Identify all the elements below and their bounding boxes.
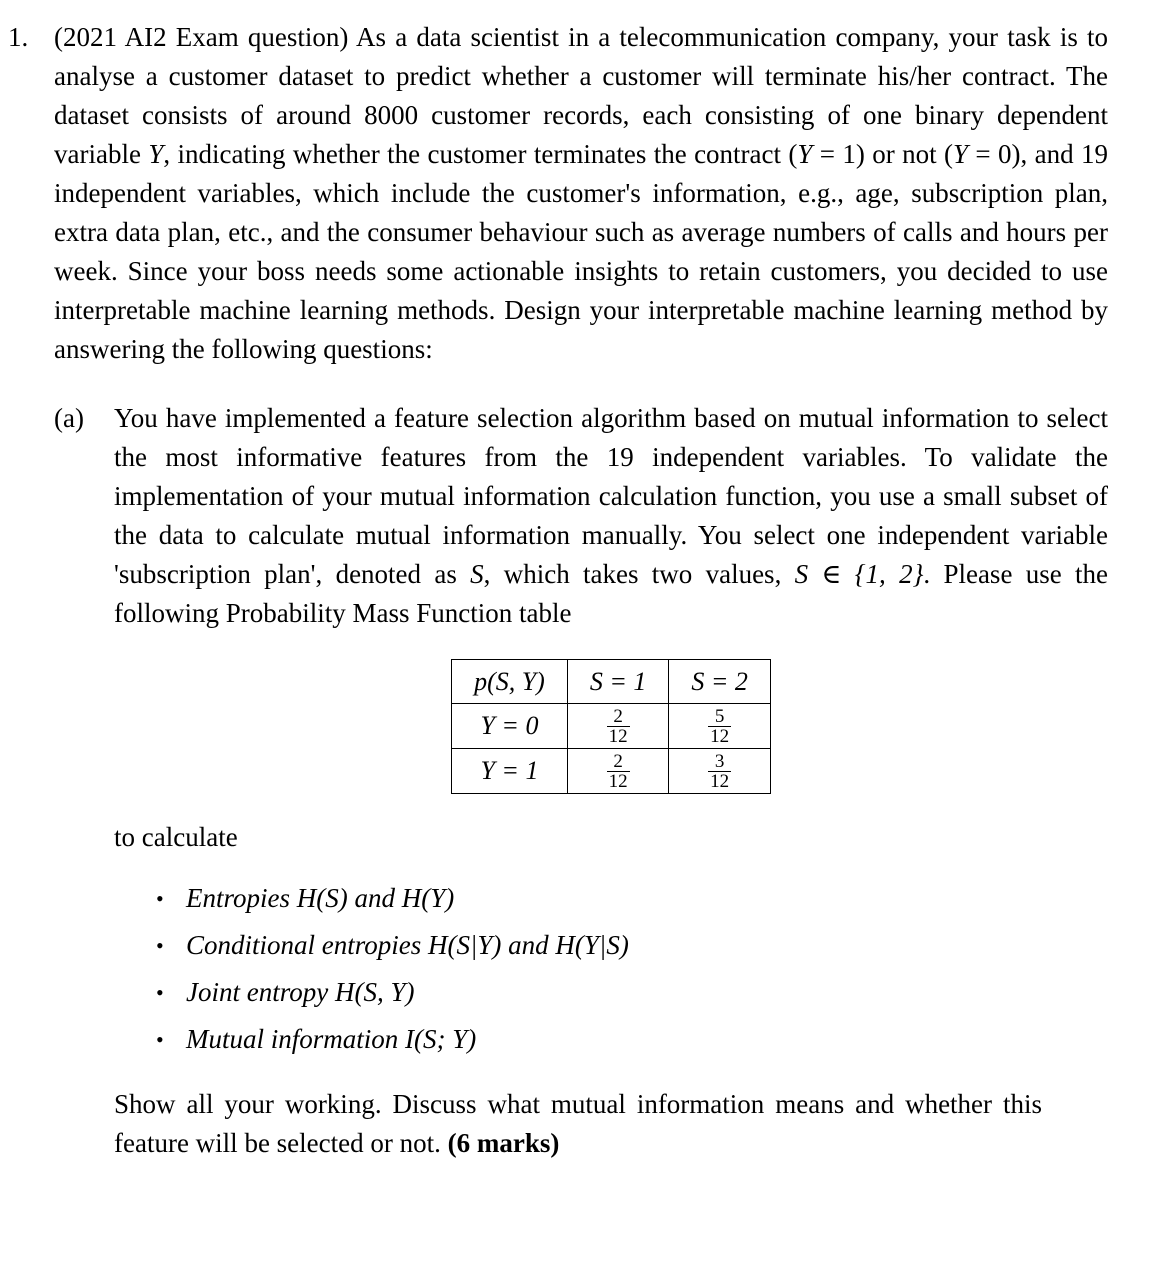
sub-question-text-2: , which takes two values, [483,559,782,589]
pmf-table [451,659,771,794]
variable-y-2: Y [797,139,813,169]
table-cell-y0-s2 [669,704,771,749]
table-cell-y1-s2 [669,748,771,793]
closing-text: Show all your working. Discuss what mutual information means and whether this feature will be selected or not. [114,1088,1042,1158]
sub-question-text-1: You have implemented a feature selection algorithm based on mutual information to select the most informative features from the 19 independent variables. To validate the implementation of your mutual information calculation function, you use a small subset of the data to calculate mutual information manually. You select one independent variable 'subscription plan', denoted as [114,403,1108,589]
list-item [156,875,1108,922]
fraction-denominator: 12 [710,771,730,793]
question-intro-text-4: ), and 19 independent variables, which include the customer's information, e.g., age, subscription plan, extra data plan, etc., and the consumer behaviour such as average numbers of calls and hours per week. Since your boss needs some actionable insights to retain customers, you decided to use interpretable machine learning methods. Design your interpretable machine learning method by answering the following questions: [54,139,1108,364]
fraction [708,752,731,792]
sub-question-body [114,399,1108,633]
table-cell-y0-s1 [567,704,669,749]
bullet-joint-entropy: Joint entropy H(S, Y) [186,976,415,1007]
question-body [54,18,1108,369]
fraction-denominator: 12 [710,726,730,748]
list-item [156,969,1108,1016]
question-intro-text-3: ) or not ( [855,139,953,169]
table-row-header-y1: Y = 1 [452,748,568,793]
table-header-row [452,660,771,704]
fraction [607,707,630,747]
sub-question-a [54,399,1108,1163]
sub-question-text-3: . Please use the following Probability Mass Function table [114,559,1109,628]
y-equals-zero: = 0 [975,139,1012,169]
pmf-table-container [114,659,1108,794]
bullet-entropies: Entropies H(S) and H(Y) [186,882,455,913]
document-page [0,18,1174,1284]
fraction-numerator: 2 [613,750,623,772]
set-notation-s: S ∈ {1, 2} [794,559,924,589]
table-column-header-s1: S = 1 [567,660,669,704]
sub-question-label: (a) [54,403,84,433]
list-item [156,1016,1108,1063]
y-equals-one: = 1 [819,139,856,169]
table-row-header-y0: Y = 0 [452,704,568,749]
table-row [452,704,771,749]
fraction-denominator: 12 [608,771,628,793]
fraction [708,707,731,747]
bullet-mutual-information: Mutual information I(S; Y) [186,1023,477,1054]
fraction-numerator: 2 [613,706,623,727]
variable-y-1: Y [148,139,164,169]
variable-s-1: S [470,559,484,589]
list-item [156,922,1108,969]
question-number: 1. [8,22,29,52]
fraction-numerator: 5 [714,706,725,727]
marks-label: (6 marks) [447,1127,560,1158]
question-intro-text-2: , indicating whether the customer terminates the contract ( [163,139,798,169]
after-table-text: to calculate [114,821,238,852]
variable-y-3: Y [953,139,969,169]
table-corner-header: p(S, Y) [452,660,568,704]
table-row [452,748,771,793]
fraction [607,752,630,792]
table-column-header-s2: S = 2 [669,660,771,704]
table-cell-y1-s1 [567,748,669,793]
bullet-conditional-entropies: Conditional entropies H(S|Y) and H(Y|S) [186,929,629,960]
fraction-denominator: 12 [608,726,628,748]
question-intro-text: (2021 AI2 Exam question) As a data scientist in a telecommunication company, your task is to analyse a customer dataset to predict whether a customer will terminate his/her contract. The dataset consists of around 8000 customer records, each consisting of one binary dependent variable [54,22,1108,169]
fraction-numerator: 3 [714,750,725,772]
closing-instruction [114,1085,1108,1163]
calculation-list [114,875,1108,1063]
question-1 [0,18,1174,1163]
